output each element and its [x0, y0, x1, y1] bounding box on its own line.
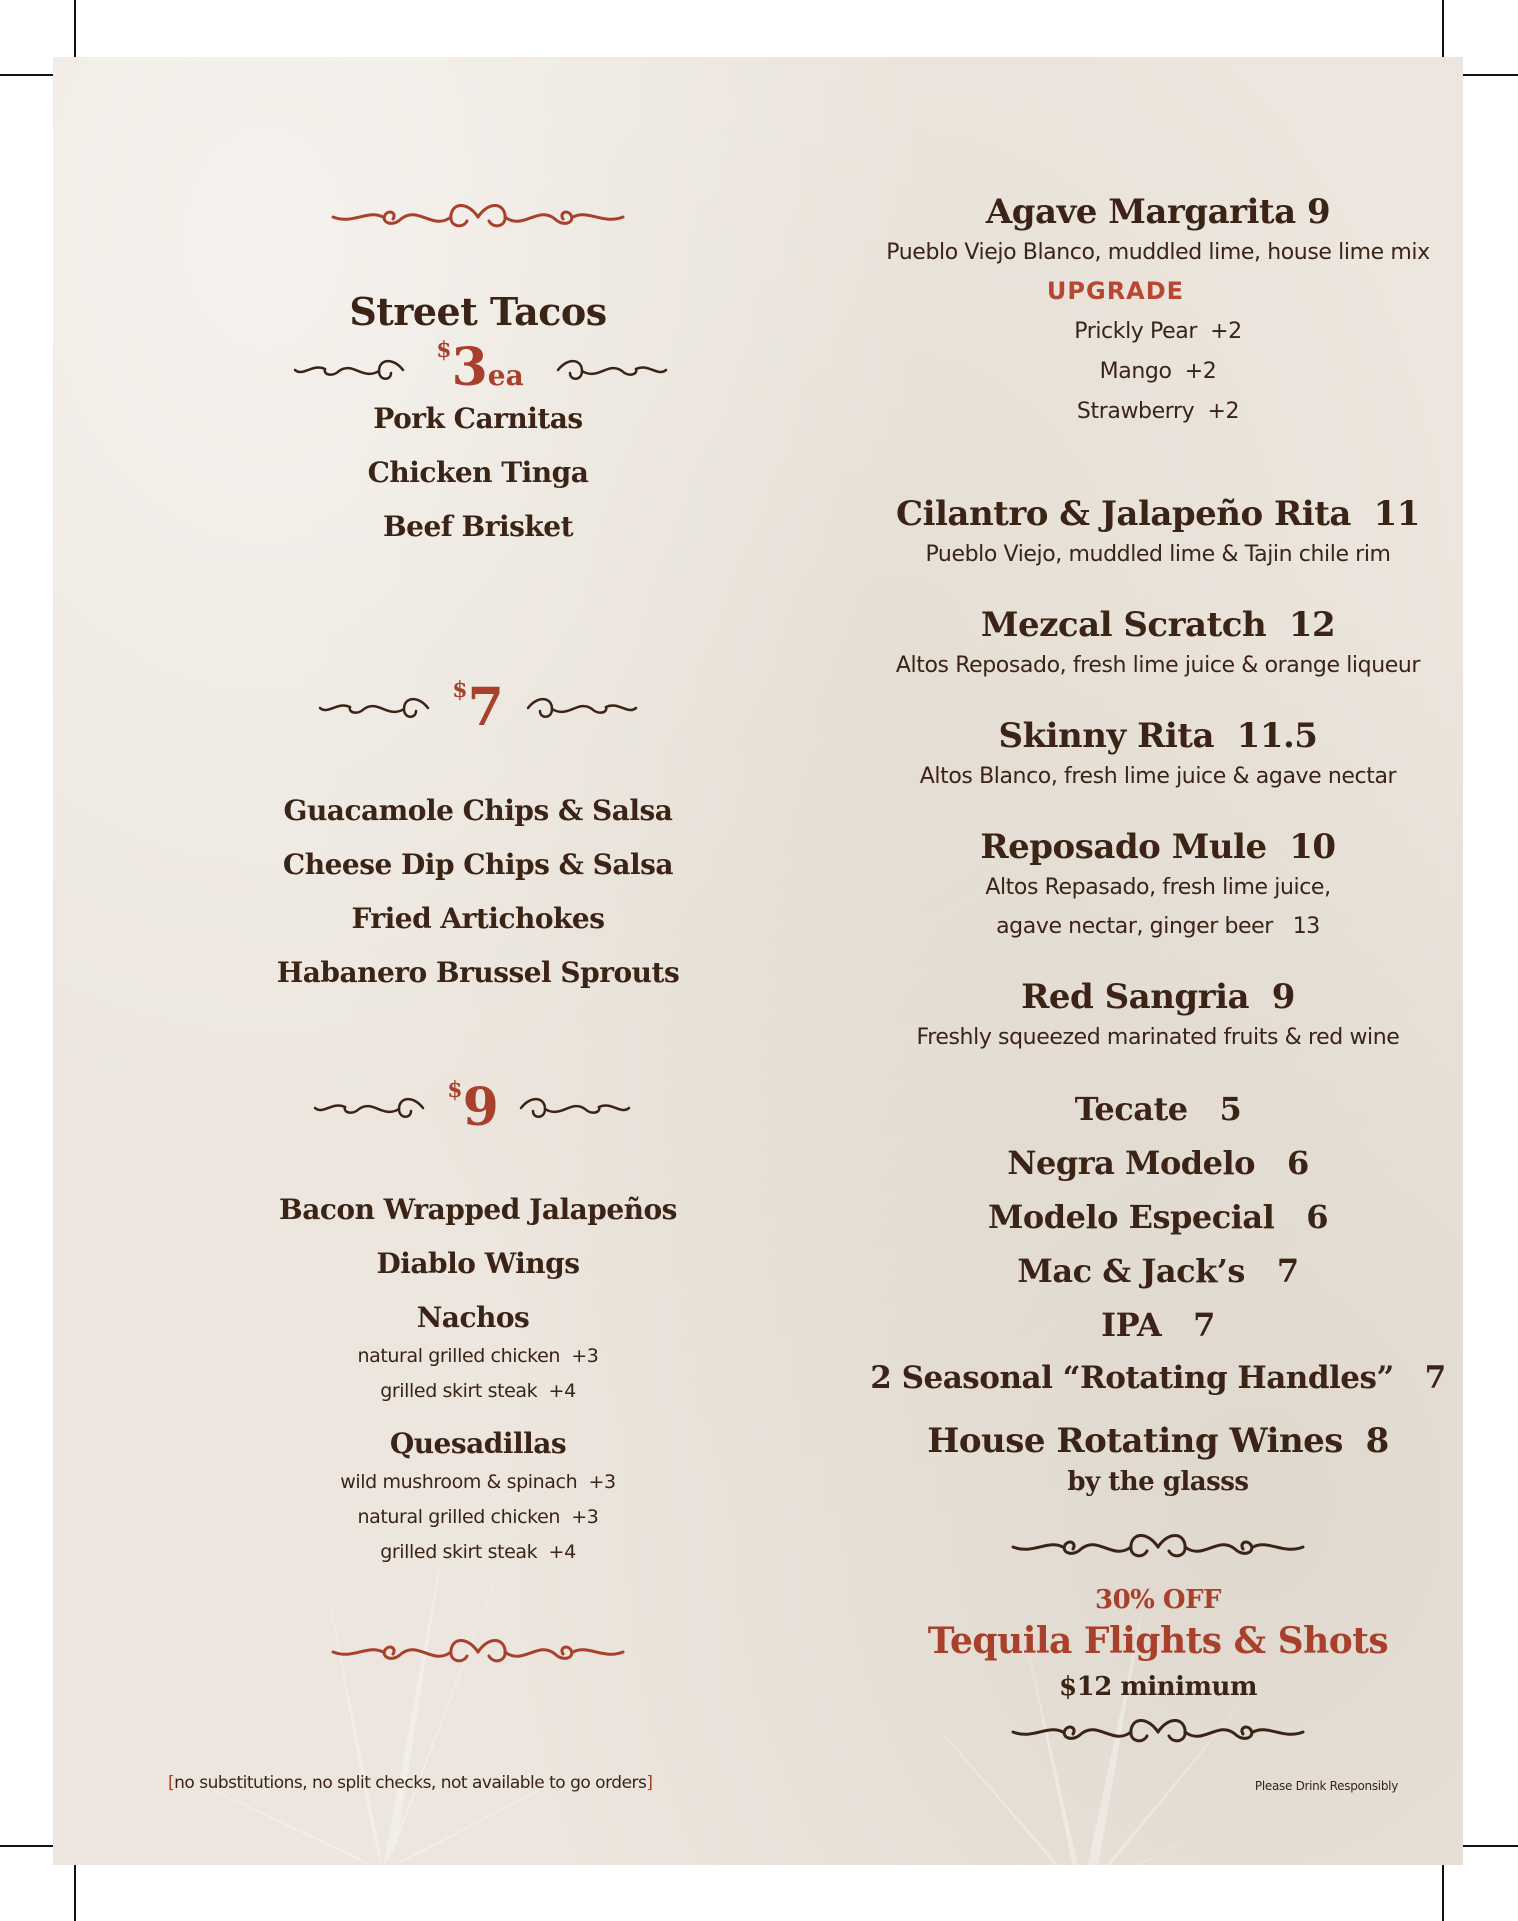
cocktail-4-desc: Altos Repasado, fresh lime juice,: [985, 875, 1331, 900]
right-column: [813, 57, 1463, 1865]
scroll-flourish-icon: [323, 1632, 633, 1672]
margarita-desc: Pueblo Viejo Blanco, muddled lime, house lime mix: [886, 240, 1430, 265]
wine-sub: by the glasss: [1067, 1467, 1249, 1497]
price-value: 7: [467, 677, 504, 738]
quesadillas-option-2: natural grilled chicken +3: [357, 1506, 599, 1528]
tier7-price-row: [178, 677, 778, 737]
cocktail-3-desc: Altos Blanco, fresh lime juice & agave nectar: [919, 764, 1397, 789]
upgrade-option-1: Prickly Pear +2: [1074, 319, 1242, 344]
cocktail-1-desc: Pueblo Viejo, muddled lime & Tajin chile rim: [925, 542, 1391, 567]
tacos-price-row: [178, 337, 778, 397]
tacos-item-1: Pork Carnitas: [373, 402, 583, 435]
price-symbol: $: [436, 337, 452, 363]
tequila-discount: 30% OFF: [1094, 1585, 1221, 1615]
crop-mark: [1442, 1865, 1444, 1921]
scroll-left-icon: [318, 693, 433, 723]
upgrade-option-2: Mango +2: [1099, 359, 1217, 384]
footer-note: [168, 1773, 653, 1793]
crop-mark: [1463, 74, 1518, 76]
crop-mark: [1442, 0, 1444, 57]
tequila-minimum: $12 minimum: [1059, 1672, 1257, 1702]
cocktail-5-desc: Freshly squeezed marinated fruits & red wine: [916, 1025, 1400, 1050]
price-suffix: ea: [487, 359, 524, 392]
scroll-left-icon: [313, 1093, 428, 1123]
scroll-right-icon: [553, 355, 668, 385]
price-symbol: $: [447, 1077, 463, 1103]
crop-mark: [0, 1845, 53, 1847]
tier7-item-1: Guacamole Chips & Salsa: [283, 794, 673, 827]
scroll-flourish-icon: [1003, 1527, 1313, 1567]
beer-5: IPA 7: [1101, 1306, 1215, 1344]
tacos-title: Street Tacos: [349, 289, 607, 334]
tier7-item-4: Habanero Brussel Sprouts: [276, 956, 680, 989]
bracket-open: [: [168, 1773, 175, 1793]
scroll-right-icon: [523, 693, 638, 723]
tier9-item-1: Bacon Wrapped Jalapeños: [279, 1193, 677, 1226]
tequila-title: Tequila Flights & Shots: [927, 1620, 1389, 1662]
beer-3: Modelo Especial 6: [988, 1198, 1328, 1236]
cocktail-1-title: Cilantro & Jalapeño Rita 11: [896, 494, 1420, 534]
tier7-item-2: Cheese Dip Chips & Salsa: [282, 848, 674, 881]
crop-mark: [1463, 1845, 1518, 1847]
crop-mark: [0, 74, 53, 76]
tier9-price-row: [178, 1077, 778, 1137]
left-column: [178, 57, 778, 1865]
bracket-close: ]: [646, 1773, 653, 1793]
cocktail-4-desc-2: agave nectar, ginger beer 13: [996, 914, 1320, 939]
price-symbol: $: [452, 677, 468, 703]
tier7-price: [433, 677, 523, 738]
nachos-title: Nachos: [416, 1301, 530, 1334]
cocktail-2-desc: Altos Reposado, fresh lime juice & orange liqueur: [895, 653, 1421, 678]
crop-mark: [74, 1865, 76, 1921]
cocktail-4-title: Reposado Mule 10: [980, 827, 1336, 867]
drink-responsibly: Please Drink Responsibly: [1254, 1779, 1398, 1793]
margarita-title: Agave Margarita 9: [985, 192, 1331, 232]
nachos-option-2: grilled skirt steak +4: [380, 1380, 576, 1402]
beer-1: Tecate 5: [1074, 1090, 1242, 1128]
scroll-flourish-icon: [323, 197, 633, 237]
tier7-item-3: Fried Artichokes: [351, 902, 605, 935]
crop-mark: [74, 0, 76, 57]
quesadillas-title: Quesadillas: [389, 1427, 567, 1460]
footer-note-text: no substitutions, no split checks, not available to go orders: [174, 1773, 647, 1793]
tacos-price: [410, 337, 550, 398]
tacos-item-3: Beef Brisket: [382, 510, 574, 543]
wine-title: House Rotating Wines 8: [927, 1421, 1389, 1461]
scroll-right-icon: [516, 1093, 631, 1123]
scroll-left-icon: [293, 355, 408, 385]
quesadillas-option-1: wild mushroom & spinach +3: [340, 1471, 616, 1493]
tier9-item-2: Diablo Wings: [376, 1247, 580, 1280]
cocktail-2-title: Mezcal Scratch 12: [980, 605, 1336, 645]
tacos-item-2: Chicken Tinga: [367, 456, 589, 489]
beer-2: Negra Modelo 6: [1007, 1144, 1309, 1182]
beer-6: 2 Seasonal “Rotating Handles” 7: [870, 1360, 1446, 1396]
nachos-option-1: natural grilled chicken +3: [357, 1345, 599, 1367]
quesadillas-option-3: grilled skirt steak +4: [380, 1541, 576, 1563]
menu-page: [53, 57, 1463, 1865]
price-value: 9: [462, 1077, 499, 1138]
upgrade-option-3: Strawberry +2: [1076, 399, 1240, 424]
upgrade-label: UPGRADE: [1046, 277, 1185, 305]
price-value: 3: [451, 337, 488, 398]
beer-4: Mac & Jack’s 7: [1017, 1252, 1299, 1290]
cocktail-3-title: Skinny Rita 11.5: [998, 716, 1318, 756]
cocktail-5-title: Red Sangria 9: [1021, 977, 1295, 1017]
tier9-price: [428, 1077, 518, 1138]
scroll-flourish-icon: [1003, 1712, 1313, 1752]
